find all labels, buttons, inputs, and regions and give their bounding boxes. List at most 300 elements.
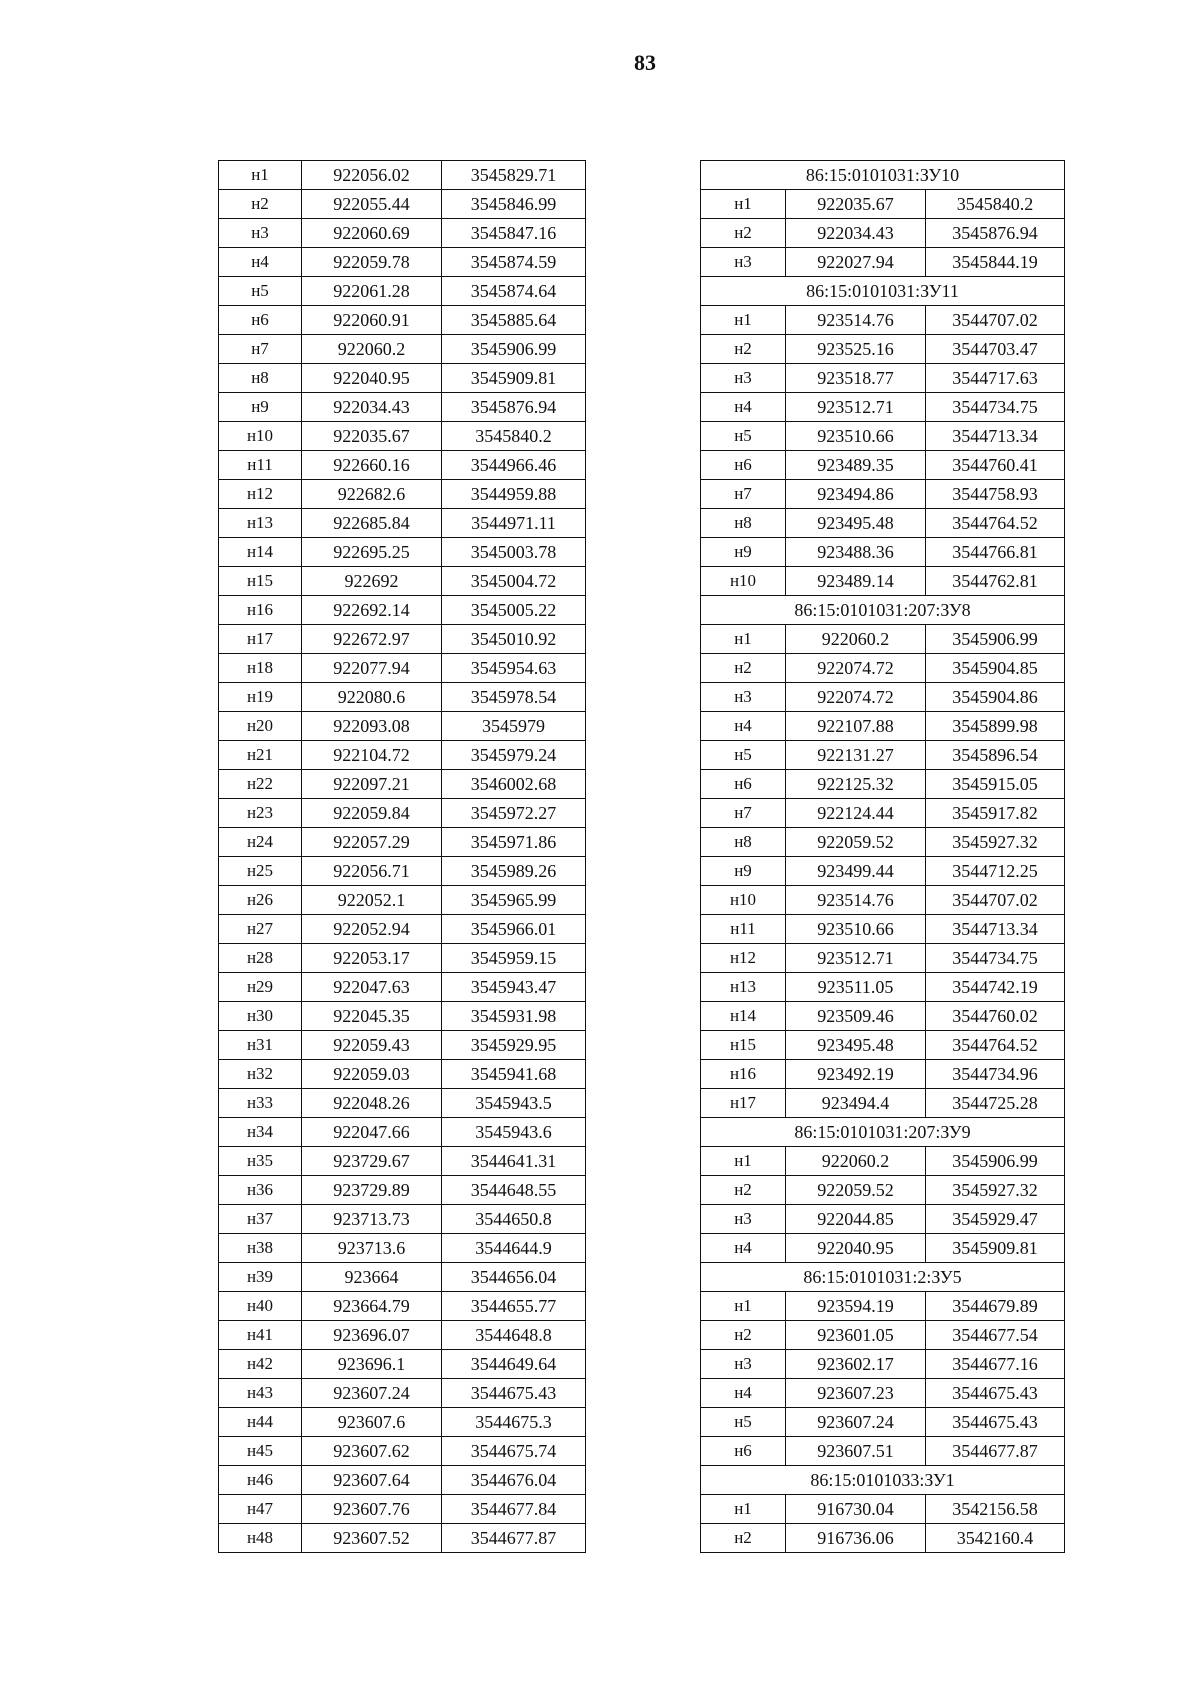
y-coordinate: 3544677.87 — [442, 1524, 586, 1553]
section-heading-row — [701, 277, 1065, 306]
x-coordinate: 923696.07 — [302, 1321, 442, 1350]
section-heading-row — [701, 161, 1065, 190]
point-label: н1 — [701, 190, 786, 219]
y-coordinate: 3545899.98 — [926, 712, 1065, 741]
y-coordinate: 3544677.84 — [442, 1495, 586, 1524]
x-coordinate: 922034.43 — [786, 219, 926, 248]
point-label: н15 — [219, 567, 302, 596]
table-row — [219, 944, 586, 973]
point-label: н33 — [219, 1089, 302, 1118]
y-coordinate: 3545927.32 — [926, 1176, 1065, 1205]
x-coordinate: 922059.43 — [302, 1031, 442, 1060]
y-coordinate: 3545978.54 — [442, 683, 586, 712]
y-coordinate: 3544734.75 — [926, 944, 1065, 973]
y-coordinate: 3545844.19 — [926, 248, 1065, 277]
point-label: н23 — [219, 799, 302, 828]
y-coordinate: 3542160.4 — [926, 1524, 1065, 1553]
x-coordinate: 922057.29 — [302, 828, 442, 857]
point-label: н20 — [219, 712, 302, 741]
y-coordinate: 3544966.46 — [442, 451, 586, 480]
y-coordinate: 3544675.43 — [926, 1379, 1065, 1408]
x-coordinate: 922035.67 — [302, 422, 442, 451]
x-coordinate: 922035.67 — [786, 190, 926, 219]
point-label: н2 — [701, 219, 786, 248]
point-label: н4 — [701, 712, 786, 741]
point-label: н8 — [701, 509, 786, 538]
x-coordinate: 923512.71 — [786, 393, 926, 422]
table-row — [701, 335, 1065, 364]
point-label: н16 — [219, 596, 302, 625]
table-row — [701, 683, 1065, 712]
cadastral-number-heading: 86:15:0101031:207:ЗУ9 — [701, 1118, 1065, 1147]
y-coordinate: 3544760.02 — [926, 1002, 1065, 1031]
x-coordinate: 922107.88 — [786, 712, 926, 741]
x-coordinate: 922125.32 — [786, 770, 926, 799]
table-row — [701, 625, 1065, 654]
table-row — [701, 1205, 1065, 1234]
y-coordinate: 3544713.34 — [926, 915, 1065, 944]
y-coordinate: 3544676.04 — [442, 1466, 586, 1495]
y-coordinate: 3545941.68 — [442, 1060, 586, 1089]
y-coordinate: 3544677.87 — [926, 1437, 1065, 1466]
point-label: н1 — [219, 161, 302, 190]
x-coordinate: 923607.51 — [786, 1437, 926, 1466]
y-coordinate: 3544675.3 — [442, 1408, 586, 1437]
table-row — [701, 886, 1065, 915]
y-coordinate: 3544644.9 — [442, 1234, 586, 1263]
x-coordinate: 923607.64 — [302, 1466, 442, 1495]
x-coordinate: 923514.76 — [786, 306, 926, 335]
point-label: н12 — [219, 480, 302, 509]
point-label: н47 — [219, 1495, 302, 1524]
table-row — [701, 248, 1065, 277]
point-label: н15 — [701, 1031, 786, 1060]
y-coordinate: 3545840.2 — [926, 190, 1065, 219]
y-coordinate: 3544677.54 — [926, 1321, 1065, 1350]
x-coordinate: 922044.85 — [786, 1205, 926, 1234]
y-coordinate: 3546002.68 — [442, 770, 586, 799]
point-label: н2 — [701, 1524, 786, 1553]
y-coordinate: 3544655.77 — [442, 1292, 586, 1321]
y-coordinate: 3545971.86 — [442, 828, 586, 857]
y-coordinate: 3544764.52 — [926, 509, 1065, 538]
x-coordinate: 923525.16 — [786, 335, 926, 364]
table-row — [701, 944, 1065, 973]
point-label: н11 — [219, 451, 302, 480]
table-row — [701, 1495, 1065, 1524]
y-coordinate: 3544703.47 — [926, 335, 1065, 364]
x-coordinate: 922059.03 — [302, 1060, 442, 1089]
point-label: н17 — [701, 1089, 786, 1118]
x-coordinate: 923607.24 — [786, 1408, 926, 1437]
x-coordinate: 922061.28 — [302, 277, 442, 306]
point-label: н11 — [701, 915, 786, 944]
x-coordinate: 923514.76 — [786, 886, 926, 915]
point-label: н3 — [701, 1350, 786, 1379]
cadastral-number-heading: 86:15:0101031:207:ЗУ8 — [701, 596, 1065, 625]
table-row — [219, 161, 586, 190]
x-coordinate: 923511.05 — [786, 973, 926, 1002]
point-label: н13 — [701, 973, 786, 1002]
section-heading-row — [701, 1466, 1065, 1495]
x-coordinate: 922060.2 — [786, 625, 926, 654]
point-label: н9 — [701, 857, 786, 886]
x-coordinate: 922672.97 — [302, 625, 442, 654]
x-coordinate: 922060.2 — [786, 1147, 926, 1176]
table-row — [219, 277, 586, 306]
x-coordinate: 922055.44 — [302, 190, 442, 219]
point-label: н2 — [219, 190, 302, 219]
x-coordinate: 922695.25 — [302, 538, 442, 567]
point-label: н48 — [219, 1524, 302, 1553]
point-label: н10 — [701, 567, 786, 596]
x-coordinate: 922059.78 — [302, 248, 442, 277]
point-label: н3 — [701, 248, 786, 277]
table-row — [701, 1176, 1065, 1205]
x-coordinate: 923510.66 — [786, 915, 926, 944]
table-row — [701, 973, 1065, 1002]
point-label: н1 — [701, 306, 786, 335]
x-coordinate: 923713.6 — [302, 1234, 442, 1263]
x-coordinate: 923499.44 — [786, 857, 926, 886]
point-label: н39 — [219, 1263, 302, 1292]
y-coordinate: 3544648.8 — [442, 1321, 586, 1350]
table-row — [219, 538, 586, 567]
table-row — [219, 335, 586, 364]
page-number: 83 — [634, 50, 656, 75]
table-row — [701, 306, 1065, 335]
x-coordinate: 922074.72 — [786, 683, 926, 712]
table-row — [219, 915, 586, 944]
table-row — [219, 1292, 586, 1321]
y-coordinate: 3545896.54 — [926, 741, 1065, 770]
point-label: н36 — [219, 1176, 302, 1205]
table-row — [219, 828, 586, 857]
table-row — [219, 567, 586, 596]
table-row — [219, 480, 586, 509]
point-label: н9 — [219, 393, 302, 422]
table-row — [219, 625, 586, 654]
point-label: н6 — [701, 451, 786, 480]
table-row — [701, 1379, 1065, 1408]
table-row — [219, 712, 586, 741]
table-row — [701, 480, 1065, 509]
y-coordinate: 3544679.89 — [926, 1292, 1065, 1321]
y-coordinate: 3545943.5 — [442, 1089, 586, 1118]
table-row — [219, 1031, 586, 1060]
y-coordinate: 3545909.81 — [442, 364, 586, 393]
x-coordinate: 922059.52 — [786, 828, 926, 857]
table-row — [701, 190, 1065, 219]
point-label: н3 — [701, 1205, 786, 1234]
table-row — [701, 1031, 1065, 1060]
x-coordinate: 923495.48 — [786, 1031, 926, 1060]
table-row — [219, 1350, 586, 1379]
table-row — [701, 1292, 1065, 1321]
y-coordinate: 3545989.26 — [442, 857, 586, 886]
table-row — [701, 1321, 1065, 1350]
left-coordinates-table — [218, 160, 586, 1553]
point-label: н7 — [701, 799, 786, 828]
point-label: н18 — [219, 654, 302, 683]
x-coordinate: 922692.14 — [302, 596, 442, 625]
table-row — [701, 567, 1065, 596]
x-coordinate: 922660.16 — [302, 451, 442, 480]
point-label: н7 — [701, 480, 786, 509]
table-row — [219, 1118, 586, 1147]
point-label: н9 — [701, 538, 786, 567]
y-coordinate: 3545979 — [442, 712, 586, 741]
x-coordinate: 922048.26 — [302, 1089, 442, 1118]
point-label: н2 — [701, 654, 786, 683]
table-row — [701, 1002, 1065, 1031]
x-coordinate: 922104.72 — [302, 741, 442, 770]
y-coordinate: 3545931.98 — [442, 1002, 586, 1031]
point-label: н3 — [701, 683, 786, 712]
point-label: н6 — [219, 306, 302, 335]
table-row — [701, 741, 1065, 770]
x-coordinate: 923696.1 — [302, 1350, 442, 1379]
x-coordinate: 922059.84 — [302, 799, 442, 828]
y-coordinate: 3544959.88 — [442, 480, 586, 509]
point-label: н6 — [701, 770, 786, 799]
x-coordinate: 922077.94 — [302, 654, 442, 683]
y-coordinate: 3544764.52 — [926, 1031, 1065, 1060]
table-row — [219, 1466, 586, 1495]
table-row — [219, 306, 586, 335]
table-row — [219, 1524, 586, 1553]
x-coordinate: 922682.6 — [302, 480, 442, 509]
table-row — [701, 219, 1065, 248]
y-coordinate: 3545943.47 — [442, 973, 586, 1002]
point-label: н8 — [219, 364, 302, 393]
x-coordinate: 922097.21 — [302, 770, 442, 799]
x-coordinate: 923729.67 — [302, 1147, 442, 1176]
y-coordinate: 3544649.64 — [442, 1350, 586, 1379]
y-coordinate: 3544766.81 — [926, 538, 1065, 567]
y-coordinate: 3544734.75 — [926, 393, 1065, 422]
y-coordinate: 3545979.24 — [442, 741, 586, 770]
point-label: н30 — [219, 1002, 302, 1031]
x-coordinate: 923607.6 — [302, 1408, 442, 1437]
table-row — [219, 1408, 586, 1437]
y-coordinate: 3544707.02 — [926, 886, 1065, 915]
y-coordinate: 3544713.34 — [926, 422, 1065, 451]
table-row — [219, 973, 586, 1002]
point-label: н45 — [219, 1437, 302, 1466]
x-coordinate: 923607.52 — [302, 1524, 442, 1553]
table-row — [701, 654, 1065, 683]
table-row — [219, 1321, 586, 1350]
point-label: н46 — [219, 1466, 302, 1495]
point-label: н35 — [219, 1147, 302, 1176]
x-coordinate: 916736.06 — [786, 1524, 926, 1553]
table-row — [219, 596, 586, 625]
x-coordinate: 922040.95 — [302, 364, 442, 393]
table-row — [701, 857, 1065, 886]
point-label: н8 — [701, 828, 786, 857]
point-label: н22 — [219, 770, 302, 799]
point-label: н7 — [219, 335, 302, 364]
y-coordinate: 3542156.58 — [926, 1495, 1065, 1524]
point-label: н17 — [219, 625, 302, 654]
table-row — [701, 1060, 1065, 1089]
y-coordinate: 3544734.96 — [926, 1060, 1065, 1089]
x-coordinate: 922052.1 — [302, 886, 442, 915]
point-label: н37 — [219, 1205, 302, 1234]
cadastral-number-heading: 86:15:0101033:ЗУ1 — [701, 1466, 1065, 1495]
x-coordinate: 922034.43 — [302, 393, 442, 422]
point-label: н4 — [701, 1379, 786, 1408]
table-row — [701, 1408, 1065, 1437]
y-coordinate: 3544675.74 — [442, 1437, 586, 1466]
table-row — [219, 248, 586, 277]
x-coordinate: 923488.36 — [786, 538, 926, 567]
point-label: н5 — [219, 277, 302, 306]
table-row — [219, 219, 586, 248]
point-label: н5 — [701, 1408, 786, 1437]
y-coordinate: 3545005.22 — [442, 596, 586, 625]
table-row — [219, 741, 586, 770]
point-label: н27 — [219, 915, 302, 944]
y-coordinate: 3545906.99 — [442, 335, 586, 364]
x-coordinate: 922045.35 — [302, 1002, 442, 1031]
y-coordinate: 3545909.81 — [926, 1234, 1065, 1263]
y-coordinate: 3545943.6 — [442, 1118, 586, 1147]
table-row — [701, 1089, 1065, 1118]
y-coordinate: 3545874.59 — [442, 248, 586, 277]
x-coordinate: 922053.17 — [302, 944, 442, 973]
y-coordinate: 3544760.41 — [926, 451, 1065, 480]
table-row — [219, 1002, 586, 1031]
table-row — [701, 1147, 1065, 1176]
point-label: н29 — [219, 973, 302, 1002]
y-coordinate: 3544758.93 — [926, 480, 1065, 509]
y-coordinate: 3545840.2 — [442, 422, 586, 451]
table-row — [219, 1089, 586, 1118]
x-coordinate: 923509.46 — [786, 1002, 926, 1031]
point-label: н6 — [701, 1437, 786, 1466]
x-coordinate: 922080.6 — [302, 683, 442, 712]
cadastral-number-heading: 86:15:0101031:ЗУ10 — [701, 161, 1065, 190]
y-coordinate: 3544675.43 — [926, 1408, 1065, 1437]
cadastral-number-heading: 86:15:0101031:ЗУ11 — [701, 277, 1065, 306]
point-label: н13 — [219, 509, 302, 538]
table-row — [219, 654, 586, 683]
x-coordinate: 922060.69 — [302, 219, 442, 248]
point-label: н43 — [219, 1379, 302, 1408]
table-row — [701, 1234, 1065, 1263]
table-row — [701, 915, 1065, 944]
x-coordinate: 922124.44 — [786, 799, 926, 828]
point-label: н31 — [219, 1031, 302, 1060]
y-coordinate: 3544707.02 — [926, 306, 1065, 335]
x-coordinate: 916730.04 — [786, 1495, 926, 1524]
table-row — [219, 422, 586, 451]
table-row — [701, 799, 1065, 828]
x-coordinate: 922074.72 — [786, 654, 926, 683]
x-coordinate: 922052.94 — [302, 915, 442, 944]
x-coordinate: 923494.4 — [786, 1089, 926, 1118]
x-coordinate: 923492.19 — [786, 1060, 926, 1089]
table-row — [219, 1234, 586, 1263]
table-row — [219, 1147, 586, 1176]
table-row — [701, 1350, 1065, 1379]
x-coordinate: 923607.62 — [302, 1437, 442, 1466]
point-label: н1 — [701, 625, 786, 654]
point-label: н1 — [701, 1147, 786, 1176]
point-label: н3 — [219, 219, 302, 248]
table-row — [219, 1495, 586, 1524]
x-coordinate: 923601.05 — [786, 1321, 926, 1350]
x-coordinate: 923607.76 — [302, 1495, 442, 1524]
table-row — [701, 509, 1065, 538]
x-coordinate: 923489.14 — [786, 567, 926, 596]
y-coordinate: 3544656.04 — [442, 1263, 586, 1292]
y-coordinate: 3544742.19 — [926, 973, 1065, 1002]
point-label: н5 — [701, 422, 786, 451]
y-coordinate: 3545965.99 — [442, 886, 586, 915]
y-coordinate: 3545959.15 — [442, 944, 586, 973]
x-coordinate: 922060.2 — [302, 335, 442, 364]
table-row — [701, 422, 1065, 451]
y-coordinate: 3545847.16 — [442, 219, 586, 248]
y-coordinate: 3545954.63 — [442, 654, 586, 683]
y-coordinate: 3545876.94 — [442, 393, 586, 422]
x-coordinate: 923607.24 — [302, 1379, 442, 1408]
table-row — [219, 1379, 586, 1408]
table-row — [701, 828, 1065, 857]
point-label: н42 — [219, 1350, 302, 1379]
y-coordinate: 3545846.99 — [442, 190, 586, 219]
x-coordinate: 922060.91 — [302, 306, 442, 335]
x-coordinate: 923607.23 — [786, 1379, 926, 1408]
y-coordinate: 3544717.63 — [926, 364, 1065, 393]
table-row — [219, 1263, 586, 1292]
table-row — [701, 712, 1065, 741]
y-coordinate: 3545929.95 — [442, 1031, 586, 1060]
point-label: н4 — [701, 393, 786, 422]
x-coordinate: 923729.89 — [302, 1176, 442, 1205]
x-coordinate: 922047.63 — [302, 973, 442, 1002]
point-label: н1 — [701, 1292, 786, 1321]
table-row — [701, 770, 1065, 799]
point-label: н2 — [701, 1176, 786, 1205]
point-label: н14 — [219, 538, 302, 567]
y-coordinate: 3545829.71 — [442, 161, 586, 190]
table-row — [219, 190, 586, 219]
table-row — [219, 1060, 586, 1089]
y-coordinate: 3545904.85 — [926, 654, 1065, 683]
point-label: н4 — [701, 1234, 786, 1263]
point-label: н12 — [701, 944, 786, 973]
table-row — [219, 799, 586, 828]
table-row — [701, 364, 1065, 393]
table-row — [219, 1176, 586, 1205]
x-coordinate: 922093.08 — [302, 712, 442, 741]
point-label: н3 — [701, 364, 786, 393]
section-heading-row — [701, 1263, 1065, 1292]
table-row — [219, 1437, 586, 1466]
table-row — [219, 393, 586, 422]
point-label: н21 — [219, 741, 302, 770]
y-coordinate: 3545929.47 — [926, 1205, 1065, 1234]
y-coordinate: 3545904.86 — [926, 683, 1065, 712]
right-coordinates-table — [700, 160, 1065, 1553]
x-coordinate: 922027.94 — [786, 248, 926, 277]
x-coordinate: 923594.19 — [786, 1292, 926, 1321]
y-coordinate: 3545003.78 — [442, 538, 586, 567]
